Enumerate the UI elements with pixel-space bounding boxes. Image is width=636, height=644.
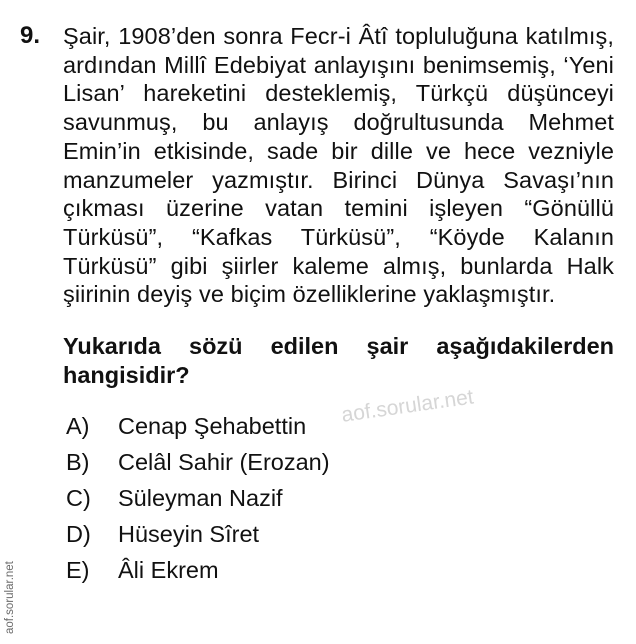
option-text: Hüseyin Sîret <box>118 521 260 548</box>
option-letter: E) <box>66 557 90 584</box>
option-letter: A) <box>66 413 90 440</box>
option-text: Süleyman Nazif <box>118 485 283 512</box>
question-body <box>63 22 614 588</box>
option-e[interactable] <box>63 552 614 588</box>
option-text: Âli Ekrem <box>118 557 219 584</box>
question-number: 9. <box>20 22 41 49</box>
option-text: Celâl Sahir (Erozan) <box>118 449 330 476</box>
option-letter: C) <box>66 485 91 512</box>
answer-options <box>63 408 614 588</box>
question-stem: Şair, 1908’den sonra Fecr-i Âtî topluluğuna katılmış, ardından Millî Edebiyat anlayışını benimsemiş, ‘Yeni Lisan’ hareketini desteklemiş, Türkçü düşünceyi savunmuş, bu anlayış doğrultusunda Mehmet Emin’in etkisinde, sade bir dille ve hece vezniyle manzumeler yazmıştır. Birinci Dünya Savaşı’nın çıkması üzerine vatan temini işleyen “Gönüllü Türküsü”, “Kafkas Türküsü”, “Köyde Kalanın Türküsü” gibi şiirler kaleme almış, bunlarda Halk şiirinin deyiş ve biçim özelliklerine yaklaşmıştır. <box>63 23 614 308</box>
option-text: Cenap Şehabettin <box>118 413 307 440</box>
option-letter: D) <box>66 521 91 548</box>
option-letter: B) <box>66 449 90 476</box>
question-prompt: Yukarıda sözü edilen şair aşağıdakilerden hangisidir? <box>63 333 614 388</box>
center-watermark: aof.sorular.net <box>340 385 475 427</box>
side-watermark: aof.sorular.net <box>4 561 16 634</box>
option-c[interactable] <box>63 480 614 516</box>
option-b[interactable] <box>63 444 614 480</box>
option-d[interactable] <box>63 516 614 552</box>
option-a[interactable] <box>63 408 614 444</box>
